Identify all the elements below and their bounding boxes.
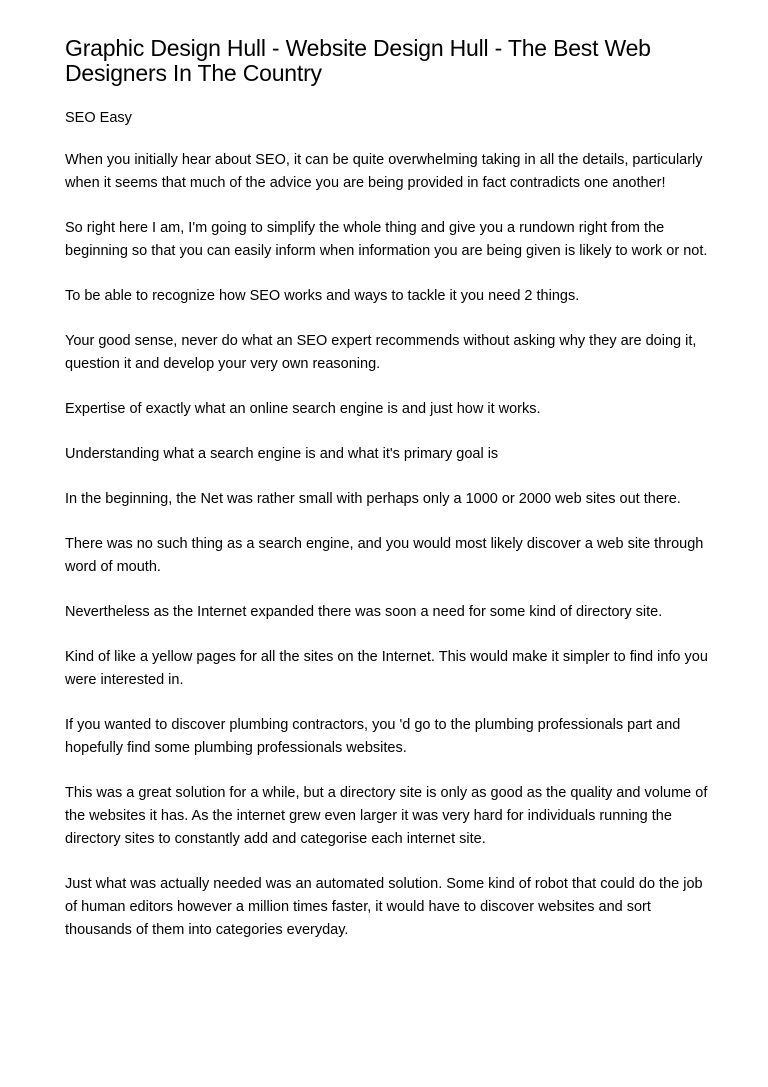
document-subtitle: SEO Easy: [65, 110, 132, 126]
paragraph: Understanding what a search engine is and what it's primary goal is: [65, 446, 499, 462]
paragraph: If you wanted to discover plumbing contractors, you 'd go to the plumbing professionals part and hopefully find some plumbing professionals websites.: [65, 717, 681, 756]
document-title: Graphic Design Hull - Website Design Hull - The Best Web Designers In The Country: [65, 35, 651, 86]
paragraph: Kind of like a yellow pages for all the sites on the Internet. This would make it simpler to find info you were interested in.: [65, 649, 708, 688]
paragraph: To be able to recognize how SEO works and ways to tackle it you need 2 things.: [65, 288, 580, 304]
paragraph: Nevertheless as the Internet expanded there was soon a need for some kind of directory site.: [65, 604, 663, 620]
paragraph: Your good sense, never do what an SEO expert recommends without asking why they are doing it, question it and develop your very own reasoning.: [65, 333, 697, 372]
paragraph: Just what was actually needed was an automated solution. Some kind of robot that could do the job of human editors however a million times faster, it would have to discover websites and sort thousands of them into categories everyday.: [65, 876, 703, 938]
paragraph: In the beginning, the Net was rather small with perhaps only a 1000 or 2000 web sites out there.: [65, 491, 681, 507]
body-text: [65, 149, 712, 942]
paragraph: Expertise of exactly what an online search engine is and just how it works.: [65, 401, 541, 417]
paragraph: When you initially hear about SEO, it can be quite overwhelming taking in all the details, particularly when it seems that much of the advice you are being provided in fact contradicts one another!: [65, 152, 703, 191]
paragraph: There was no such thing as a search engine, and you would most likely discover a web site through word of mouth.: [65, 536, 704, 575]
paragraph: So right here I am, I'm going to simplify the whole thing and give you a rundown right from the beginning so that you can easily inform when information you are being given is likely to work or not.: [65, 220, 708, 259]
paragraph: This was a great solution for a while, but a directory site is only as good as the quality and volume of the websites it has. As the internet grew even larger it was very hard for individuals running the directory sites to constantly add and categorise each internet site.: [65, 785, 708, 847]
